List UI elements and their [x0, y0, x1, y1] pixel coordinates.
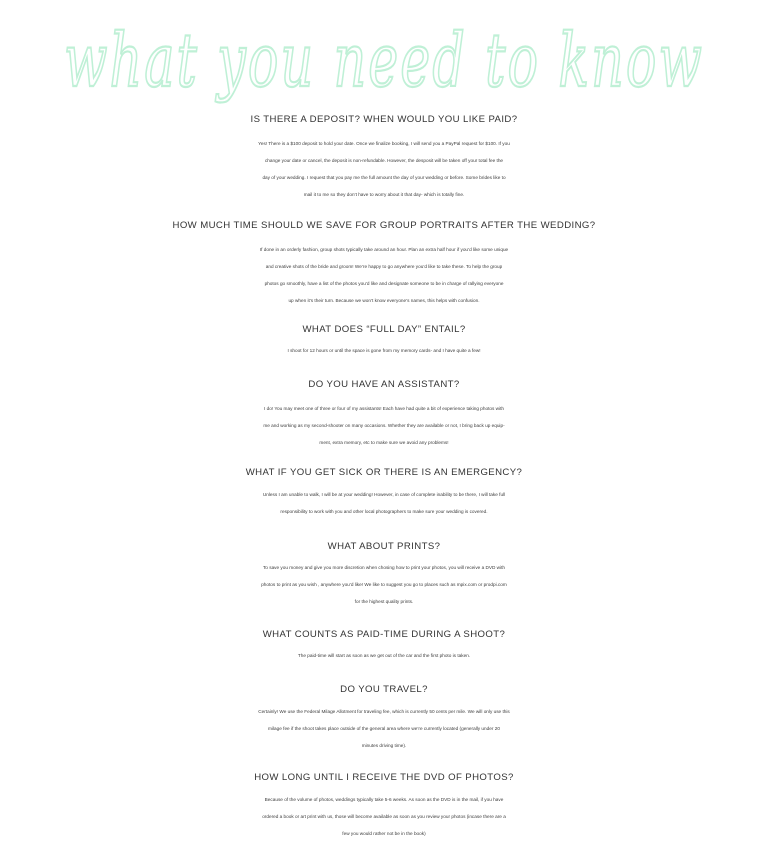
faq-answer [0, 791, 768, 842]
faq-answer-line: I do! You may meet one of three or four of my assistants! Each have had quite a bit of experience taking photos with [264, 406, 504, 411]
faq-answer [0, 486, 768, 520]
faq-item-assistant [0, 375, 768, 451]
faq-answer [0, 703, 768, 754]
faq-question: HOW LONG UNTIL I RECEIVE THE DVD OF PHOTOS? [254, 772, 514, 783]
faq-question: WHAT IF YOU GET SICK OR THERE IS AN EMERGENCY? [245, 467, 523, 478]
faq-answer-line: If done in an orderly fashion, group shots typically take around an hour. Plan an extra half hour if you’d like some unique [259, 247, 509, 252]
faq-answer-line: Certainly! We use the Federal Milage Allotment for traveling fee, which is currently 50 cents per mile. We will only use this [258, 709, 510, 714]
faq-answer-line: milage fee if the shoot takes place outside of the general area where we’re currently located (generally under 20 [268, 726, 500, 731]
faq-answer [0, 135, 768, 203]
faq-answer-line: change your date or cancel, the deposit is non-refundable. However, the desposit will be taken off your total fee the [264, 158, 504, 163]
faq-answer-line: ment, extra memory, etc to make sure we avoid any problems! [319, 440, 449, 445]
faq-answer [0, 647, 768, 664]
faq-answer-line: To save you money and give you more discretion when chosing how to print your photos, you will receive a DVD with [262, 565, 506, 570]
faq-answer-line: day of your wedding. I request that you pay me the full amount the day of your wedding or before. Some brides like to [262, 175, 506, 180]
faq-answer-line: I shoot for 12 hours or until the space is gone from my memory cards- and I have quite a few! [287, 348, 481, 353]
faq-answer-line: Unless I am unable to walk, I will be at your wedding! However, in case of complete inability to be there, I will take full [262, 492, 506, 497]
faq-question: IS THERE A DEPOSIT? WHEN WOULD YOU LIKE PAID? [250, 114, 518, 125]
faq-answer-line: The paid-time will start as soon as we get out of the car and the first photo is taken. [297, 653, 471, 658]
faq-answer [0, 241, 768, 309]
faq-answer-line: Yes! There is a $100 deposit to hold your date. Once we finalize booking, I will send you a PayPal request for $100. If you [258, 141, 510, 146]
faq-answer-line: photos to print as you wish , anywhere you’d like! We like to suggest you go to places such as mpix.com or prodpi.com [261, 582, 507, 587]
faq-question: DO YOU HAVE AN ASSISTANT? [308, 379, 460, 390]
faq-question: WHAT COUNTS AS PAID-TIME DURING A SHOOT? [262, 629, 506, 640]
faq-item-deposit [0, 110, 768, 203]
faq-item-full-day [0, 320, 768, 359]
faq-question: HOW MUCH TIME SHOULD WE SAVE FOR GROUP PORTRAITS AFTER THE WEDDING? [172, 220, 596, 231]
faq-answer-line: for the highest quality prints. [354, 599, 414, 604]
page-title [0, 4, 768, 104]
faq-answer-line: me and working as my second-shooter on many occasions. Whether they are available or not, I bring back up equip- [263, 423, 505, 428]
faq-answer-line: responsibility to work with you and other local photographers to make sure your wedding is covered. [280, 509, 488, 514]
faq-answer-line: few you would rather not be in the book) [342, 831, 426, 836]
faq-answer-line: minutes driving time). [361, 743, 407, 748]
faq-item-dvd-timing [0, 768, 768, 842]
faq-item-travel [0, 680, 768, 754]
faq-answer-line: up when it’s their turn. Because we won’t know everyone’s names, this helps with confusion. [288, 298, 480, 303]
faq-answer [0, 342, 768, 359]
faq-answer-line: Because of the volume of photos, weddings typically take 5-6 weeks. As soon as the DVD is in the mail, if you have [264, 797, 504, 802]
faq-item-paid-time [0, 625, 768, 664]
page-title-svg [0, 4, 768, 104]
faq-answer-line: ordered a book or art print with us, those will become available as soon as you review your photos (incase there are a [262, 814, 506, 819]
faq-item-emergency [0, 463, 768, 520]
faq-answer [0, 559, 768, 610]
faq-answer-line: photos go smoothly, have a list of the photos you’d like and designate someone to be in charge of rallying everyone [264, 281, 504, 286]
faq-question: DO YOU TRAVEL? [340, 684, 428, 695]
faq-item-group-portraits [0, 216, 768, 309]
faq-question: WHAT ABOUT PRINTS? [327, 541, 441, 552]
faq-item-prints [0, 537, 768, 610]
faq-question: WHAT DOES “FULL DAY” ENTAIL? [302, 324, 466, 335]
faq-answer [0, 400, 768, 451]
page-title-text: what you need to know [64, 18, 704, 104]
faq-answer-line: and creative shots of the bride and groom! We’re happy to go anywhere you’d like to take these. To help the group [265, 264, 503, 269]
faq-answer-line: mail it to me so they don’t have to worry about it that day- which is totally fine. [303, 192, 465, 197]
